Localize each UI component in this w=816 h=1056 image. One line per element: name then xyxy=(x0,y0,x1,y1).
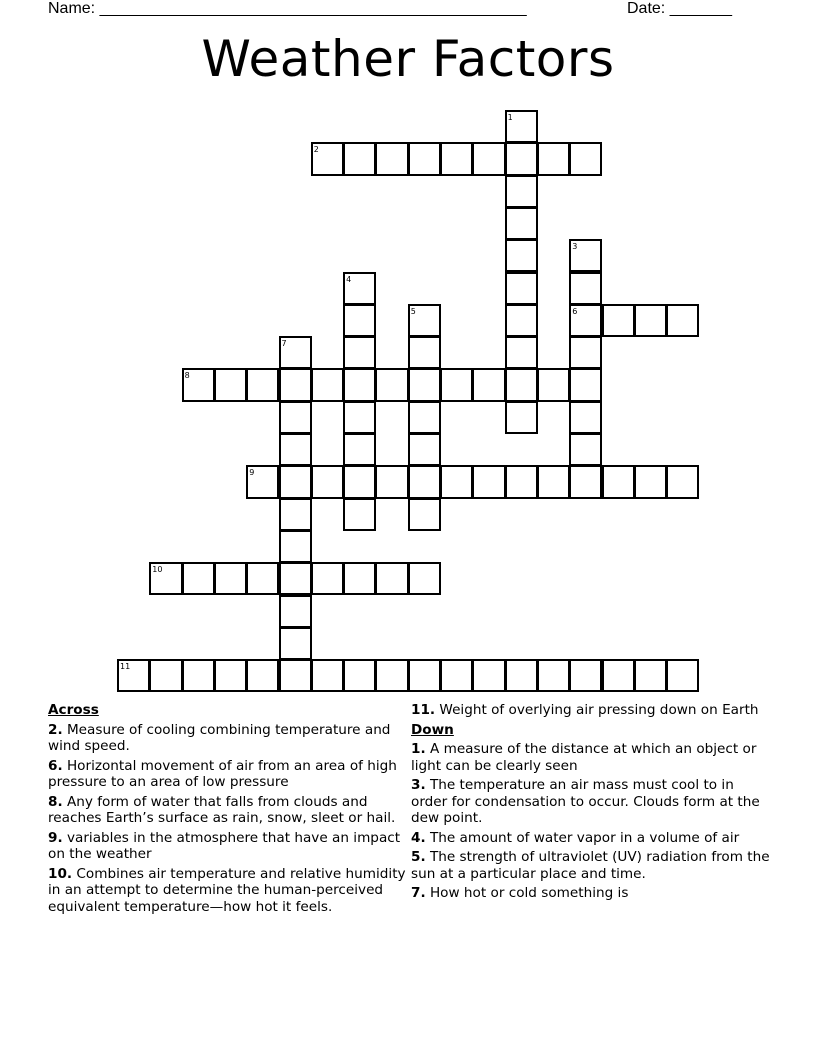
crossword-cell[interactable] xyxy=(214,562,247,595)
crossword-cell[interactable] xyxy=(666,304,699,337)
crossword-cell[interactable] xyxy=(279,401,312,434)
crossword-cell[interactable] xyxy=(472,659,505,692)
crossword-cell[interactable] xyxy=(440,142,473,175)
crossword-cell[interactable] xyxy=(279,433,312,466)
crossword-cell[interactable] xyxy=(279,368,312,401)
crossword-cell[interactable] xyxy=(375,562,408,595)
crossword-cell[interactable] xyxy=(408,433,441,466)
crossword-cell[interactable] xyxy=(408,401,441,434)
crossword-cell[interactable] xyxy=(408,368,441,401)
crossword-cell[interactable] xyxy=(472,142,505,175)
cell-number: 10 xyxy=(152,565,163,575)
clue-across-6: 6. Horizontal movement of air from an area of high pressure to an area of low pressure xyxy=(48,757,397,790)
clue-across-10: 10. Combines air temperature and relative humidity in an attempt to determine the human-perceived equivalent temperature—how hot it feels. xyxy=(48,865,406,915)
crossword-cell[interactable] xyxy=(279,627,312,660)
crossword-cell[interactable] xyxy=(505,304,538,337)
clue-across-8: 8. Any form of water that falls from clouds and reaches Earth’s surface as rain, snow, sleet or hail. xyxy=(48,793,396,826)
crossword-cell[interactable] xyxy=(279,465,312,498)
crossword-cell[interactable] xyxy=(440,465,473,498)
cell-number: 6 xyxy=(572,306,578,316)
crossword-cell[interactable] xyxy=(311,659,344,692)
crossword-cell[interactable] xyxy=(343,368,376,401)
crossword-cell[interactable] xyxy=(343,562,376,595)
date-field[interactable]: Date: _______ xyxy=(627,0,732,17)
crossword-cell[interactable] xyxy=(505,336,538,369)
crossword-cell[interactable] xyxy=(569,336,602,369)
crossword-cell[interactable] xyxy=(343,433,376,466)
cell-number: 4 xyxy=(346,274,352,284)
crossword-cell[interactable] xyxy=(408,659,441,692)
crossword-cell[interactable] xyxy=(311,368,344,401)
cell-number: 5 xyxy=(410,306,416,316)
crossword-cell[interactable] xyxy=(311,562,344,595)
crossword-cell[interactable] xyxy=(408,498,441,531)
crossword-cell[interactable] xyxy=(375,659,408,692)
clue-down-4: 4. The amount of water vapor in a volume of air xyxy=(411,829,740,846)
crossword-cell[interactable] xyxy=(634,304,667,337)
clue-down-1: 1. A measure of the distance at which an object or light can be clearly seen xyxy=(411,741,757,774)
crossword-cell[interactable] xyxy=(343,465,376,498)
clues-left-column xyxy=(48,702,406,918)
clue-across-2: 2. Measure of cooling combining temperature and wind speed. xyxy=(48,721,391,754)
crossword-cell[interactable] xyxy=(408,142,441,175)
crossword-cell[interactable] xyxy=(602,659,635,692)
crossword-cell[interactable] xyxy=(505,401,538,434)
name-field[interactable]: Name: ________________________________________________ xyxy=(48,0,527,17)
crossword-cell[interactable] xyxy=(343,142,376,175)
crossword-cell[interactable] xyxy=(214,659,247,692)
crossword-cell[interactable] xyxy=(505,142,538,175)
crossword-cell[interactable] xyxy=(505,239,538,272)
crossword-cell[interactable] xyxy=(569,368,602,401)
crossword-cell[interactable] xyxy=(408,562,441,595)
crossword-cell[interactable] xyxy=(343,401,376,434)
crossword-cell[interactable] xyxy=(666,465,699,498)
crossword-cell[interactable] xyxy=(408,465,441,498)
crossword-cell[interactable] xyxy=(214,368,247,401)
crossword-cell[interactable] xyxy=(505,465,538,498)
crossword-cell[interactable] xyxy=(246,368,279,401)
crossword-cell[interactable] xyxy=(569,272,602,305)
crossword-cell[interactable] xyxy=(569,659,602,692)
crossword-cell[interactable] xyxy=(505,175,538,208)
crossword-cell[interactable] xyxy=(569,142,602,175)
crossword-cell[interactable] xyxy=(343,498,376,531)
crossword-cell[interactable] xyxy=(569,401,602,434)
crossword-cell[interactable] xyxy=(440,659,473,692)
clue-across-9: 9. variables in the atmosphere that have an impact on the weather xyxy=(48,829,401,862)
down-heading: Down xyxy=(411,721,454,738)
crossword-cell[interactable] xyxy=(279,562,312,595)
crossword-cell[interactable] xyxy=(375,142,408,175)
crossword-cell[interactable] xyxy=(505,207,538,240)
crossword-cell[interactable] xyxy=(505,659,538,692)
crossword-cell[interactable] xyxy=(182,562,215,595)
crossword-cell[interactable] xyxy=(279,498,312,531)
crossword-cell[interactable] xyxy=(311,465,344,498)
clue-down-5: 5. The strength of ultraviolet (UV) radiation from the sun at a particular place and time. xyxy=(411,849,770,882)
crossword-cell[interactable] xyxy=(537,368,570,401)
crossword-cell[interactable] xyxy=(149,659,182,692)
crossword-cell[interactable] xyxy=(569,465,602,498)
cell-number: 7 xyxy=(281,339,287,349)
crossword-cell[interactable] xyxy=(343,304,376,337)
crossword-cell[interactable] xyxy=(472,368,505,401)
clues-right-column xyxy=(411,702,773,905)
crossword-cell[interactable] xyxy=(537,465,570,498)
crossword-cell[interactable] xyxy=(440,368,473,401)
crossword-cell[interactable] xyxy=(537,142,570,175)
clue-down-7: 7. How hot or cold something is xyxy=(411,885,629,901)
crossword-cell[interactable] xyxy=(602,304,635,337)
crossword-cell[interactable] xyxy=(279,595,312,628)
crossword-cell[interactable] xyxy=(408,336,441,369)
cell-number: 3 xyxy=(572,242,578,252)
page-title: Weather Factors xyxy=(201,30,615,88)
clue-across-11: 11. Weight of overlying air pressing down on Earth xyxy=(411,702,759,718)
crossword-cell[interactable] xyxy=(666,659,699,692)
crossword-cell[interactable] xyxy=(602,465,635,498)
crossword-cell[interactable] xyxy=(246,659,279,692)
crossword-cell[interactable] xyxy=(343,659,376,692)
crossword-cell[interactable] xyxy=(279,530,312,563)
crossword-cell[interactable] xyxy=(472,465,505,498)
crossword-cell[interactable] xyxy=(182,659,215,692)
crossword-cell[interactable] xyxy=(505,272,538,305)
crossword-cell[interactable] xyxy=(634,465,667,498)
crossword-cell[interactable] xyxy=(537,659,570,692)
crossword-cell[interactable] xyxy=(569,433,602,466)
crossword-cell[interactable] xyxy=(375,368,408,401)
crossword-cell[interactable] xyxy=(343,336,376,369)
cell-number: 2 xyxy=(313,145,319,155)
cell-number: 1 xyxy=(507,113,513,122)
crossword-cell[interactable] xyxy=(246,562,279,595)
crossword-cell[interactable] xyxy=(505,368,538,401)
cell-number: 8 xyxy=(184,371,190,381)
clue-down-3: 3. The temperature an air mass must cool to in order for condensation to occur. Clouds form at the dew point. xyxy=(411,777,760,826)
crossword-cell[interactable] xyxy=(279,659,312,692)
crossword-cell[interactable] xyxy=(375,465,408,498)
crossword-cell[interactable] xyxy=(634,659,667,692)
cell-number: 11 xyxy=(120,662,131,672)
across-heading: Across xyxy=(48,702,99,718)
cell-number: 9 xyxy=(249,468,255,478)
